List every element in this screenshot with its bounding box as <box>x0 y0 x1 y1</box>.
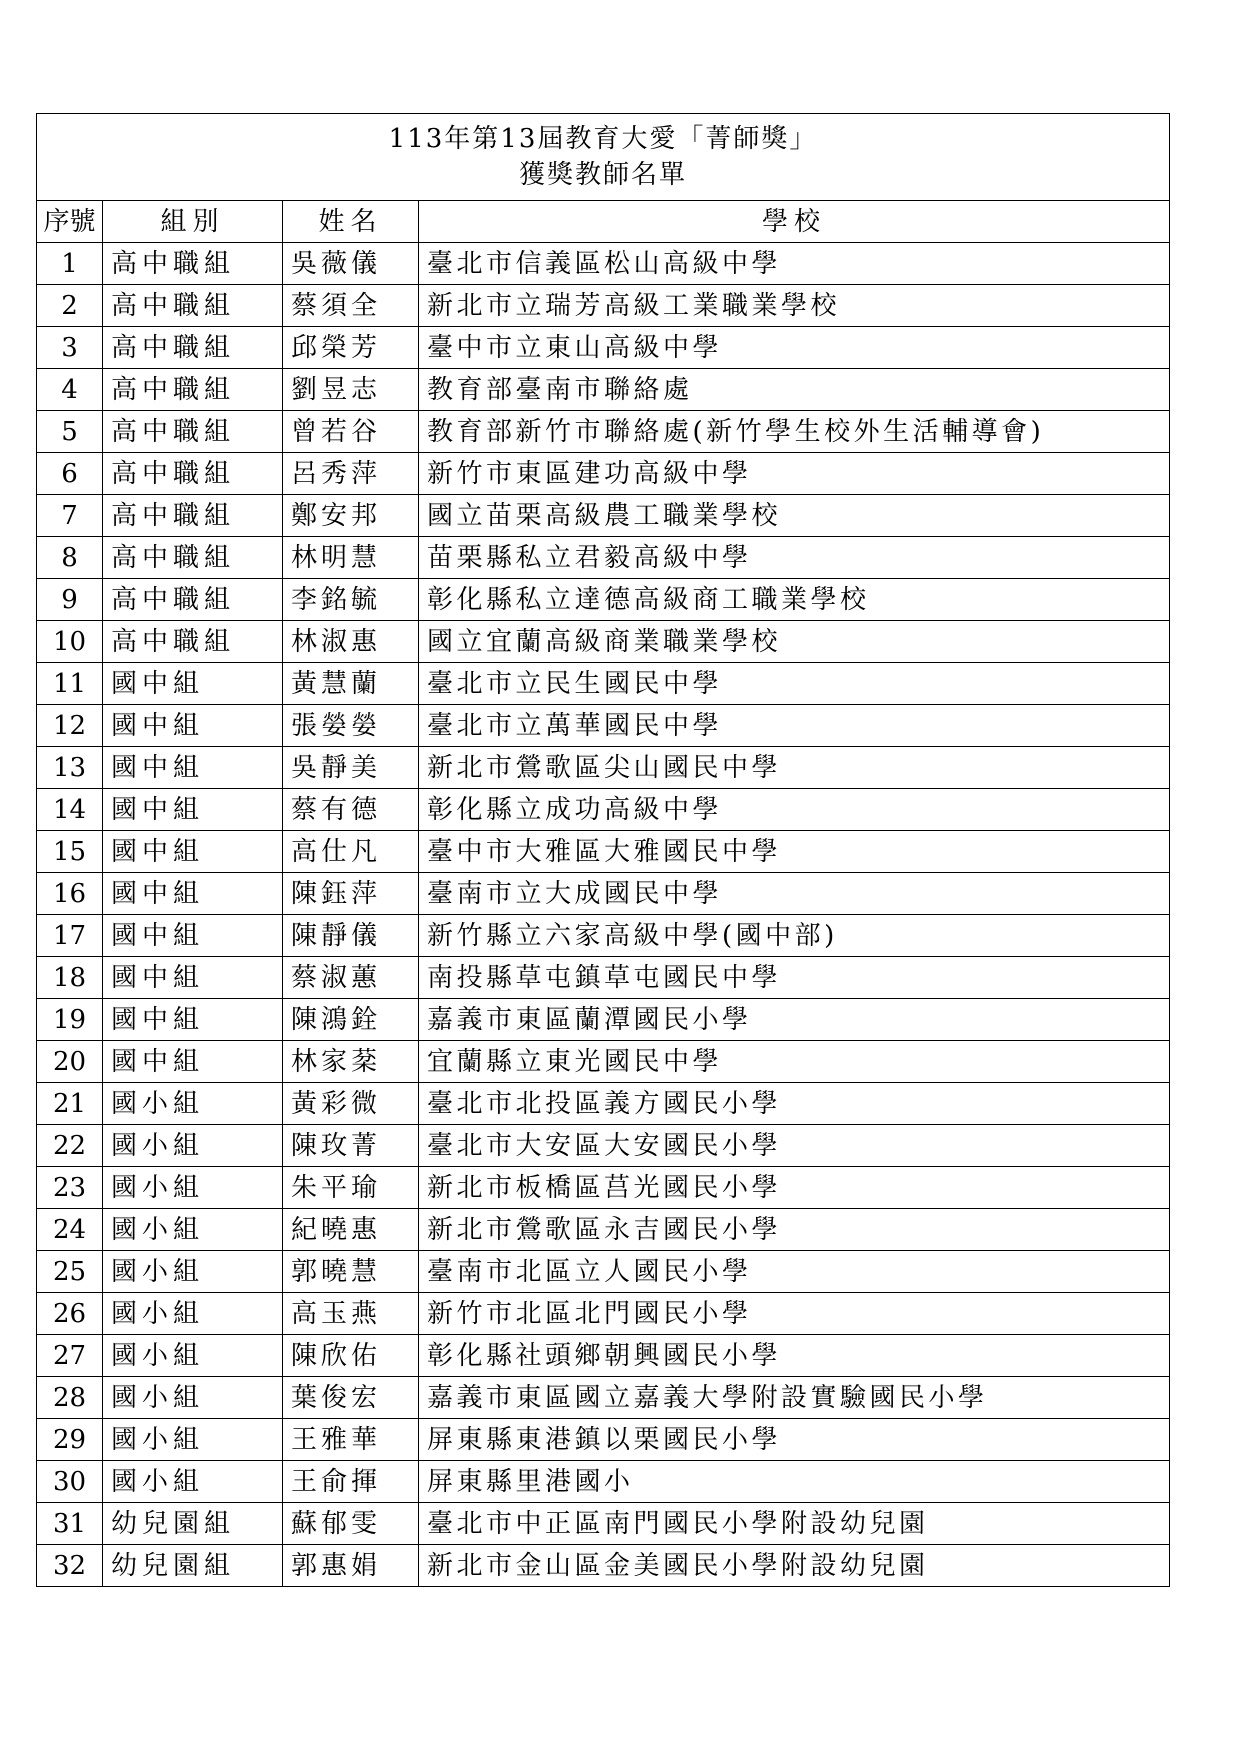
row-number: 19 <box>37 999 103 1041</box>
row-group: 國中組 <box>103 873 283 915</box>
row-teacher-name: 李銘毓 <box>283 579 419 621</box>
row-school: 新竹市北區北門國民小學 <box>419 1293 1170 1335</box>
table-row <box>37 705 1170 747</box>
row-school: 新北市板橋區莒光國民小學 <box>419 1167 1170 1209</box>
row-teacher-name: 葉俊宏 <box>283 1377 419 1419</box>
row-teacher-name: 呂秀萍 <box>283 453 419 495</box>
row-number: 12 <box>37 705 103 747</box>
row-number: 23 <box>37 1167 103 1209</box>
row-group: 高中職組 <box>103 579 283 621</box>
row-group: 高中職組 <box>103 285 283 327</box>
row-school: 屏東縣東港鎮以栗國民小學 <box>419 1419 1170 1461</box>
row-teacher-name: 朱平瑜 <box>283 1167 419 1209</box>
award-list-table <box>36 113 1170 1587</box>
row-number: 29 <box>37 1419 103 1461</box>
row-school: 宜蘭縣立東光國民中學 <box>419 1041 1170 1083</box>
row-group: 國中組 <box>103 915 283 957</box>
row-teacher-name: 高玉燕 <box>283 1293 419 1335</box>
table-row <box>37 999 1170 1041</box>
title-line-1: 113年第13屆教育大愛「菁師獎」 <box>388 124 818 154</box>
table-row <box>37 1419 1170 1461</box>
row-school: 臺中市大雅區大雅國民中學 <box>419 831 1170 873</box>
row-group: 國中組 <box>103 999 283 1041</box>
table-row <box>37 369 1170 411</box>
row-number: 9 <box>37 579 103 621</box>
row-teacher-name: 紀曉惠 <box>283 1209 419 1251</box>
table-row <box>37 453 1170 495</box>
row-group: 國中組 <box>103 747 283 789</box>
row-number: 4 <box>37 369 103 411</box>
row-school: 彰化縣立成功高級中學 <box>419 789 1170 831</box>
table-row <box>37 1335 1170 1377</box>
row-teacher-name: 陳靜儀 <box>283 915 419 957</box>
row-school: 國立宜蘭高級商業職業學校 <box>419 621 1170 663</box>
table-row <box>37 1041 1170 1083</box>
row-group: 國小組 <box>103 1335 283 1377</box>
row-group: 高中職組 <box>103 537 283 579</box>
row-group: 國小組 <box>103 1083 283 1125</box>
row-teacher-name: 吳靜美 <box>283 747 419 789</box>
header-no: 序號 <box>37 201 103 243</box>
table-row <box>37 1503 1170 1545</box>
row-school: 屏東縣里港國小 <box>419 1461 1170 1503</box>
table-row <box>37 873 1170 915</box>
table-row <box>37 915 1170 957</box>
row-number: 25 <box>37 1251 103 1293</box>
row-teacher-name: 林淑惠 <box>283 621 419 663</box>
row-teacher-name: 陳玫菁 <box>283 1125 419 1167</box>
row-group: 高中職組 <box>103 243 283 285</box>
row-school: 苗栗縣私立君毅高級中學 <box>419 537 1170 579</box>
row-number: 24 <box>37 1209 103 1251</box>
row-teacher-name: 張嫈嫈 <box>283 705 419 747</box>
row-teacher-name: 鄭安邦 <box>283 495 419 537</box>
row-group: 高中職組 <box>103 453 283 495</box>
table-row <box>37 789 1170 831</box>
row-school: 新北市鶯歌區永吉國民小學 <box>419 1209 1170 1251</box>
row-group: 國小組 <box>103 1419 283 1461</box>
row-school: 彰化縣私立達德高級商工職業學校 <box>419 579 1170 621</box>
row-group: 國中組 <box>103 831 283 873</box>
table-row <box>37 831 1170 873</box>
row-teacher-name: 黃彩微 <box>283 1083 419 1125</box>
row-school: 新北市立瑞芳高級工業職業學校 <box>419 285 1170 327</box>
table-row <box>37 1251 1170 1293</box>
table-body <box>37 243 1170 1587</box>
row-school: 臺北市北投區義方國民小學 <box>419 1083 1170 1125</box>
row-number: 17 <box>37 915 103 957</box>
row-teacher-name: 吳薇儀 <box>283 243 419 285</box>
row-number: 21 <box>37 1083 103 1125</box>
row-number: 14 <box>37 789 103 831</box>
row-group: 國小組 <box>103 1251 283 1293</box>
title-row <box>37 114 1170 201</box>
row-group: 國中組 <box>103 1041 283 1083</box>
row-school: 臺北市大安區大安國民小學 <box>419 1125 1170 1167</box>
row-number: 3 <box>37 327 103 369</box>
row-school: 教育部臺南市聯絡處 <box>419 369 1170 411</box>
row-teacher-name: 曾若谷 <box>283 411 419 453</box>
row-group: 高中職組 <box>103 411 283 453</box>
row-group: 國小組 <box>103 1209 283 1251</box>
table-row <box>37 663 1170 705</box>
row-number: 20 <box>37 1041 103 1083</box>
row-group: 國中組 <box>103 663 283 705</box>
row-number: 32 <box>37 1545 103 1587</box>
row-school: 新北市金山區金美國民小學附設幼兒園 <box>419 1545 1170 1587</box>
row-number: 31 <box>37 1503 103 1545</box>
row-group: 國中組 <box>103 705 283 747</box>
table-row <box>37 1545 1170 1587</box>
row-number: 8 <box>37 537 103 579</box>
row-school: 臺南市立大成國民中學 <box>419 873 1170 915</box>
row-teacher-name: 王雅華 <box>283 1419 419 1461</box>
row-teacher-name: 蔡須全 <box>283 285 419 327</box>
row-group: 高中職組 <box>103 327 283 369</box>
table-row <box>37 537 1170 579</box>
header-group: 組別 <box>103 201 283 243</box>
row-number: 13 <box>37 747 103 789</box>
row-group: 高中職組 <box>103 621 283 663</box>
row-school: 南投縣草屯鎮草屯國民中學 <box>419 957 1170 999</box>
row-group: 國小組 <box>103 1377 283 1419</box>
row-number: 7 <box>37 495 103 537</box>
row-group: 國小組 <box>103 1293 283 1335</box>
row-school: 臺北市立民生國民中學 <box>419 663 1170 705</box>
row-number: 16 <box>37 873 103 915</box>
row-school: 教育部新竹市聯絡處(新竹學生校外生活輔導會) <box>419 411 1170 453</box>
row-number: 26 <box>37 1293 103 1335</box>
row-school: 彰化縣社頭鄉朝興國民小學 <box>419 1335 1170 1377</box>
table-row <box>37 1461 1170 1503</box>
row-teacher-name: 蔡有德 <box>283 789 419 831</box>
row-number: 5 <box>37 411 103 453</box>
row-teacher-name: 郭曉慧 <box>283 1251 419 1293</box>
table-row <box>37 1377 1170 1419</box>
row-number: 1 <box>37 243 103 285</box>
header-name: 姓名 <box>283 201 419 243</box>
row-teacher-name: 黃慧蘭 <box>283 663 419 705</box>
row-school: 嘉義市東區蘭潭國民小學 <box>419 999 1170 1041</box>
row-group: 國小組 <box>103 1167 283 1209</box>
header-row <box>37 201 1170 243</box>
row-teacher-name: 邱榮芳 <box>283 327 419 369</box>
row-school: 新北市鶯歌區尖山國民中學 <box>419 747 1170 789</box>
row-teacher-name: 蔡淑蕙 <box>283 957 419 999</box>
row-group: 國小組 <box>103 1125 283 1167</box>
header-school: 學校 <box>419 201 1170 243</box>
table-row <box>37 495 1170 537</box>
table-row <box>37 1293 1170 1335</box>
table-row <box>37 621 1170 663</box>
row-school: 嘉義市東區國立嘉義大學附設實驗國民小學 <box>419 1377 1170 1419</box>
row-number: 2 <box>37 285 103 327</box>
row-school: 國立苗栗高級農工職業學校 <box>419 495 1170 537</box>
row-teacher-name: 蘇郁雯 <box>283 1503 419 1545</box>
title-line-2: 獲獎教師名單 <box>519 160 688 190</box>
row-number: 6 <box>37 453 103 495</box>
row-number: 18 <box>37 957 103 999</box>
row-group: 國中組 <box>103 957 283 999</box>
table-row <box>37 411 1170 453</box>
row-teacher-name: 林明慧 <box>283 537 419 579</box>
table-row <box>37 285 1170 327</box>
row-teacher-name: 王俞揮 <box>283 1461 419 1503</box>
table-row <box>37 1167 1170 1209</box>
row-teacher-name: 高仕凡 <box>283 831 419 873</box>
table-row <box>37 1083 1170 1125</box>
row-number: 27 <box>37 1335 103 1377</box>
row-school: 新竹市東區建功高級中學 <box>419 453 1170 495</box>
row-school: 臺中市立東山高級中學 <box>419 327 1170 369</box>
table-row <box>37 579 1170 621</box>
row-teacher-name: 陳鈺萍 <box>283 873 419 915</box>
row-number: 28 <box>37 1377 103 1419</box>
row-number: 15 <box>37 831 103 873</box>
row-group: 幼兒園組 <box>103 1503 283 1545</box>
row-school: 臺北市中正區南門國民小學附設幼兒園 <box>419 1503 1170 1545</box>
row-teacher-name: 林家棻 <box>283 1041 419 1083</box>
table-row <box>37 1209 1170 1251</box>
row-school: 臺南市北區立人國民小學 <box>419 1251 1170 1293</box>
table-row <box>37 957 1170 999</box>
table-row <box>37 243 1170 285</box>
row-school: 臺北市立萬華國民中學 <box>419 705 1170 747</box>
row-school: 新竹縣立六家高級中學(國中部) <box>419 915 1170 957</box>
table-row <box>37 327 1170 369</box>
row-group: 國中組 <box>103 789 283 831</box>
row-number: 11 <box>37 663 103 705</box>
row-teacher-name: 劉昱志 <box>283 369 419 411</box>
row-teacher-name: 陳欣佑 <box>283 1335 419 1377</box>
row-number: 22 <box>37 1125 103 1167</box>
row-number: 10 <box>37 621 103 663</box>
row-group: 高中職組 <box>103 495 283 537</box>
row-group: 幼兒園組 <box>103 1545 283 1587</box>
table-row <box>37 747 1170 789</box>
row-number: 30 <box>37 1461 103 1503</box>
row-group: 國小組 <box>103 1461 283 1503</box>
table-row <box>37 1125 1170 1167</box>
row-school: 臺北市信義區松山高級中學 <box>419 243 1170 285</box>
row-group: 高中職組 <box>103 369 283 411</box>
table-title <box>37 114 1170 201</box>
row-teacher-name: 陳鴻銓 <box>283 999 419 1041</box>
row-teacher-name: 郭惠娟 <box>283 1545 419 1587</box>
